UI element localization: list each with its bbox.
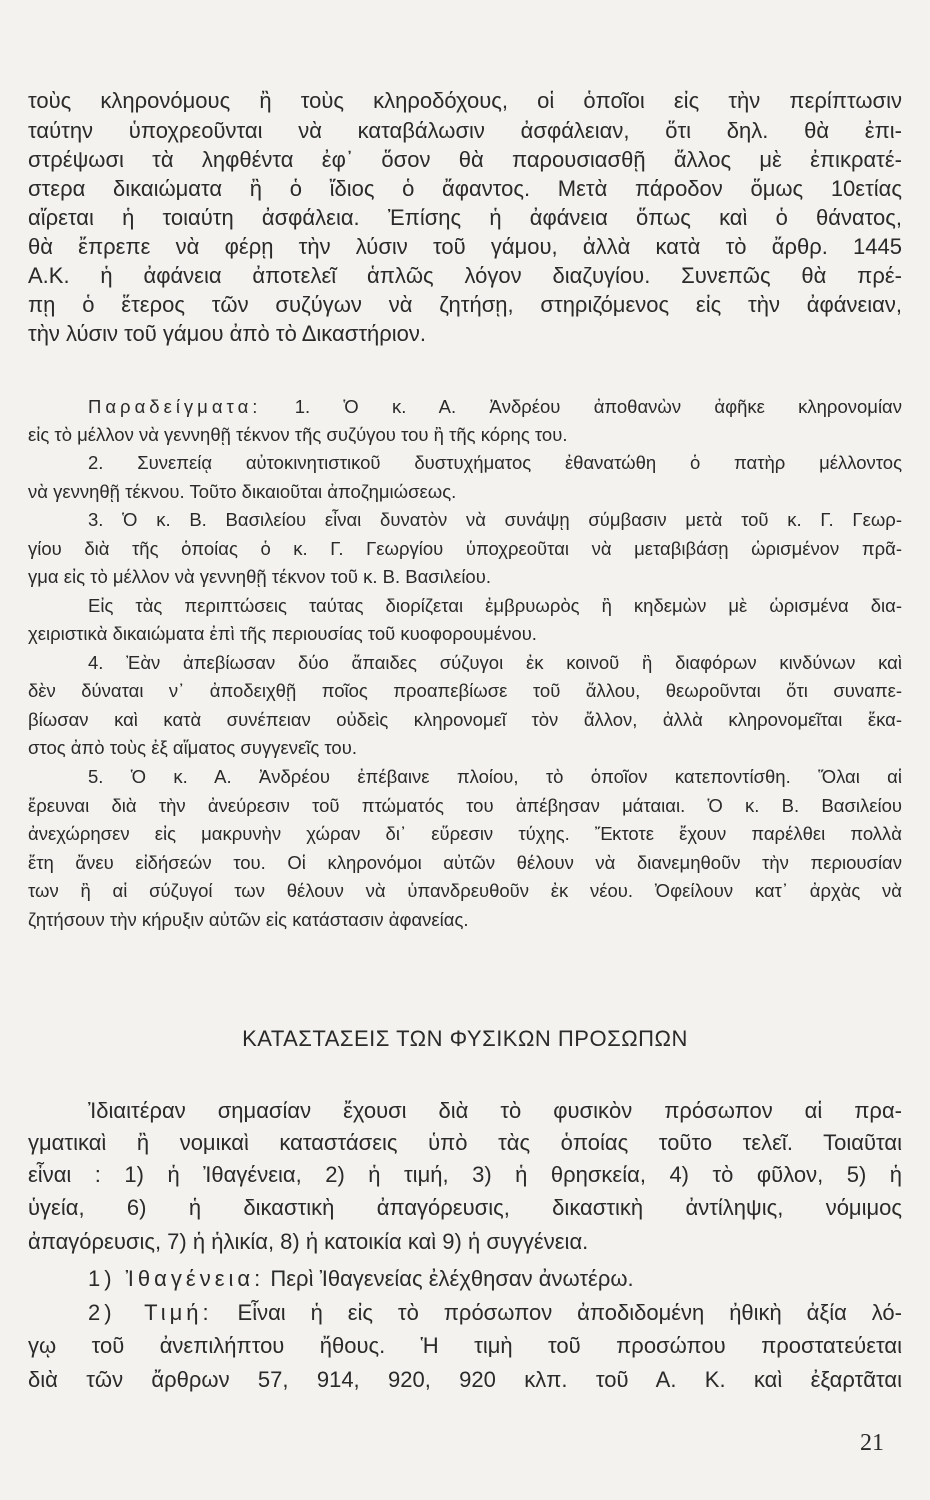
text-line: ἔτη ἄνευ εἰδήσεών του. Οἱ κληρονόμοι αὐτῶν θέλουν νὰ διανεμηθοῦν τὴν περιουσίαν <box>28 852 902 873</box>
item-label: 1) Ἰθαγένεια: <box>88 1266 265 1291</box>
text-line: θὰ ἔπρεπε νὰ φέρῃ τὴν λύσιν τοῦ γάμου, ἀλλὰ κατὰ τὸ ἄρθρ. 1445 <box>28 234 902 259</box>
text-line: βίωσαν καὶ κατὰ συνέπειαν οὐδεὶς κληρονομεῖ τὸν ἄλλον, ἀλλὰ κληρονομεῖται ἕκα- <box>28 709 902 730</box>
text-line: 2. Συνεπείᾳ αὐτοκινητιστικοῦ δυστυχήματος ἐθανατώθη ὁ πατὴρ μέλλοντος <box>88 452 902 473</box>
text-line <box>88 396 902 418</box>
text-line: ἔρευναι διὰ τὴν ἀνεύρεσιν τοῦ πτώματός του ἀπέβησαν μάταιαι. Ὁ κ. Β. Βασιλείου <box>28 795 902 816</box>
text-line: Ἰδιαιτέραν σημασίαν ἔχουσι διὰ τὸ φυσικὸν πρόσωπον αἱ πρα- <box>88 1098 902 1123</box>
text-line: εἶναι : 1) ἡ Ἰθαγένεια, 2) ἡ τιμή, 3) ἡ θρησκεία, 4) τὸ φῦλον, 5) ἡ <box>28 1162 902 1187</box>
text-line: εἰς τὸ μέλλον νὰ γεννηθῇ τέκνον τῆς συζύγου του ἢ τῆς κόρης του. <box>28 424 568 445</box>
text-line <box>88 1300 902 1326</box>
text-line: στερα δικαιώματα ἢ ὁ ἴδιος ὁ ἄφαντος. Μετὰ πάροδον ὅμως 10ετίας <box>28 176 902 201</box>
text-line: γματικαὶ ἢ νομικαὶ καταστάσεις ὑπὸ τὰς ὁποίας τοῦτο τελεῖ. Τοιαῦται <box>28 1130 902 1155</box>
text-span: Περὶ Ἰθαγενείας ἐλέχθησαν ἀνωτέρω. <box>270 1266 634 1291</box>
text-line: ταύτην ὑποχρεοῦνται νὰ καταβάλωσιν ἀσφάλειαν, ὅτι δηλ. θὰ ἐπι- <box>28 118 902 143</box>
text-line: 5. Ὁ κ. Α. Ἀνδρέου ἐπέβαινε πλοίου, τὸ ὁποῖον κατεποντίσθη. Ὅλαι αἱ <box>88 766 902 787</box>
text-line: Εἰς τὰς περιπτώσεις ταύτας διορίζεται ἐμβρυωρὸς ἢ κηδεμὼν μὲ ὡρισμένα δια- <box>88 595 902 616</box>
page-number: 21 <box>860 1430 884 1456</box>
text-line: ζητήσουν τὴν κήρυξιν αὐτῶν εἰς κατάστασιν ἀφανείας. <box>28 909 469 930</box>
text-line: ἀνεχώρησεν εἰς μακρυνὴν χώραν δι᾽ εὕρεσιν τύχης. Ἔκτοτε ἔχουν παρέλθει πολλὰ <box>28 823 902 844</box>
text-line: γῳ τοῦ ἀνεπιλήπτου ἤθους. Ἡ τιμὴ τοῦ προσώπου προστατεύεται <box>28 1333 902 1358</box>
text-line <box>88 1266 902 1292</box>
text-line: 4. Ἐὰν ἀπεβίωσαν δύο ἄπαιδες σύζυγοι ἐκ κοινοῦ ἢ διαφόρων κινδύνων καὶ <box>88 652 902 673</box>
text-line: χειριστικὰ δικαιώματα ἐπὶ τῆς περιουσίας τοῦ κυοφορουμένου. <box>28 623 537 644</box>
text-line: γίου διὰ τῆς ὁποίας ὁ κ. Γ. Γεωργίου ὑποχρεοῦται νὰ μεταβιβάσῃ ὡρισμένον πρᾶ- <box>28 538 902 559</box>
text-line: πῃ ὁ ἕτερος τῶν συζύγων νὰ ζητήσῃ, στηριζόμενος εἰς τὴν ἀφάνειαν, <box>28 292 902 317</box>
text-line: τοὺς κληρονόμους ἢ τοὺς κληροδόχους, οἱ ὁποῖοι εἰς τὴν περίπτωσιν <box>28 88 902 113</box>
text-line: διὰ τῶν ἄρθρων 57, 914, 920, 920 κλπ. τοῦ Α. Κ. καὶ ἐξαρτᾶται <box>28 1367 902 1392</box>
text-line: δὲν δύναται ν᾽ ἀποδειχθῇ ποῖος προαπεβίωσε τοῦ ἄλλου, θεωροῦνται ὅτι συναπε- <box>28 680 902 701</box>
text-line: νὰ γεννηθῇ τέκνου. Τοῦτο δικαιοῦται ἀποζημιώσεως. <box>28 481 457 502</box>
text-line: ὑγεία, 6) ἡ δικαστικὴ ἀπαγόρευσις, δικαστικὴ ἀντίληψις, νόμιμος <box>28 1195 902 1220</box>
text-line: ἀπαγόρευσις, 7) ἡ ἡλικία, 8) ἡ κατοικία καὶ 9) ἡ συγγένεια. <box>28 1229 589 1254</box>
text-line: Α.Κ. ἡ ἀφάνεια ἀποτελεῖ ἁπλῶς λόγον διαζυγίου. Συνεπῶς θὰ πρέ- <box>28 263 902 288</box>
text-line: τὴν λύσιν τοῦ γάμου ἀπὸ τὸ Δικαστήριον. <box>28 321 427 346</box>
section-heading: ΚΑΤΑΣΤΑΣΕΙΣ ΤΩΝ ΦΥΣΙΚΩΝ ΠΡΟΣΩΠΩΝ <box>242 1026 688 1051</box>
item-label: 2) Τιμή: <box>88 1300 213 1325</box>
text-line: γμα εἰς τὸ μέλλον νὰ γεννηθῇ τέκνον τοῦ κ. Β. Βασιλείου. <box>28 566 491 587</box>
examples-label: Παραδείγματα: <box>88 396 262 417</box>
text-line: αἴρεται ἡ τοιαύτη ἀσφάλεια. Ἐπίσης ἡ ἀφάνεια ὅπως καὶ ὁ θάνατος, <box>28 205 902 230</box>
text-line: των ἢ αἱ σύζυγοί των θέλουν νὰ ὑπανδρευθοῦν ἐκ νέου. Ὀφείλουν κατ᾽ ἀρχὰς νὰ <box>28 880 902 901</box>
text-line: στρέψωσι τὰ ληφθέντα ἐφ᾽ ὅσον θὰ παρουσιασθῇ ἄλλος μὲ ἐπικρατέ- <box>28 147 902 172</box>
text-line: 3. Ὁ κ. Β. Βασιλείου εἶναι δυνατὸν νὰ συνάψῃ σύμβασιν μετὰ τοῦ κ. Γ. Γεωρ- <box>88 509 902 530</box>
text-line: στος ἀπὸ τοὺς ἐξ αἵματος συγγενεῖς του. <box>28 737 357 758</box>
text-span: 1. Ὁ κ. Α. Ἀνδρέου ἀποθανὼν ἀφῆκε κληρονομίαν <box>294 396 902 417</box>
text-span: Εἶναι ἡ εἰς τὸ πρόσωπον ἀποδιδομένη ἠθικὴ ἀξία λό- <box>237 1300 902 1325</box>
